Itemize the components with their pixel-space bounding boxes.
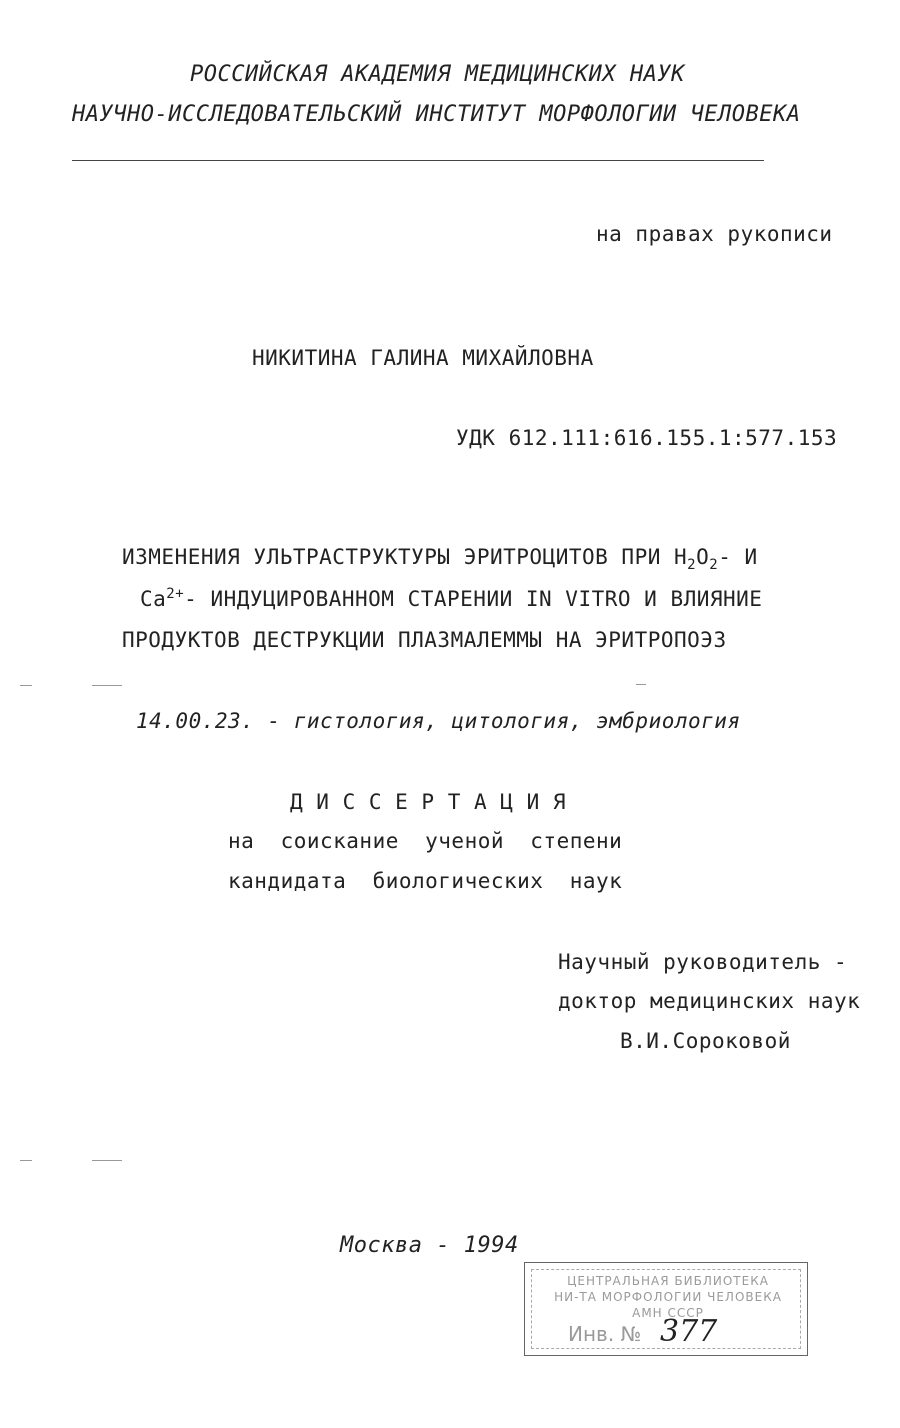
- academy-name: РОССИЙСКАЯ АКАДЕМИЯ МЕДИЦИНСКИХ НАУК: [190, 62, 685, 87]
- scan-artifact: [636, 684, 646, 685]
- thesis-degree: кандидата биологических наук: [228, 869, 623, 893]
- thesis-purpose: на соискание ученой степени: [228, 829, 623, 853]
- library-stamp: [524, 1262, 808, 1356]
- stamp-inventory-label: Инв. №: [568, 1322, 642, 1346]
- supervisor-degree: доктор медицинских наук: [558, 989, 861, 1013]
- supervisor-name: В.И.Сороковой: [620, 1029, 791, 1053]
- institute-name: НАУЧНО-ИССЛЕДОВАТЕЛЬСКИЙ ИНСТИТУТ МОРФОЛОГИИ ЧЕЛОВЕКА: [72, 102, 801, 127]
- title-line-3: ПРОДУКТОВ ДЕСТРУКЦИИ ПЛАЗМАЛЕММЫ НА ЭРИТРОПОЭЗ: [122, 628, 727, 652]
- stamp-institute: НИ-ТА МОРФОЛОГИИ ЧЕЛОВЕКА: [554, 1290, 782, 1304]
- scan-artifact: [92, 1160, 122, 1161]
- place-and-year: Москва - 1994: [340, 1233, 519, 1258]
- specialty-code: 14.00.23. - гистология, цитология, эмбриология: [136, 709, 741, 733]
- header-rule: [72, 160, 764, 161]
- title-line-2: $Ca^{2+}-$ ИНДУЦИРОВАННОМ СТАРЕНИИ IN VITRO И ВЛИЯНИЕ: [140, 586, 763, 611]
- stamp-academy: АМН СССР: [632, 1306, 704, 1320]
- scan-artifact: [20, 1160, 32, 1161]
- supervisor-title: Научный руководитель -: [558, 950, 848, 974]
- stamp-inventory-number: 377: [660, 1314, 718, 1349]
- title-line-1: ИЗМЕНЕНИЯ УЛЬТРАСТРУКТУРЫ ЭРИТРОЦИТОВ ПРИ $H_2O_2-$ И: [122, 545, 758, 574]
- stamp-library: ЦЕНТРАЛЬНАЯ БИБЛИОТЕКА: [567, 1274, 769, 1288]
- manuscript-note: на правах рукописи: [596, 222, 833, 246]
- scan-artifact: [20, 685, 32, 686]
- author-name: НИКИТИНА ГАЛИНА МИХАЙЛОВНА: [252, 346, 594, 370]
- thesis-type: Д И С С Е Р Т А Ц И Я: [290, 790, 567, 814]
- scan-artifact: [92, 685, 122, 686]
- udc-code: УДК 612.111:616.155.1:577.153: [456, 426, 838, 450]
